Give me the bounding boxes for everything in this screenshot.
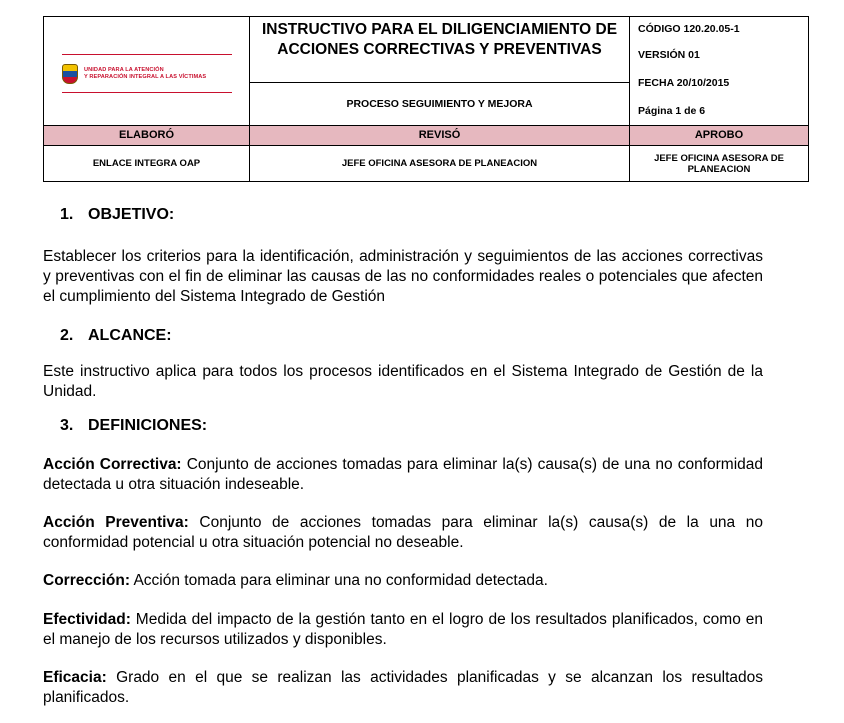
section-title: OBJETIVO: [88, 206, 175, 223]
definition-term: Acción Correctiva: [43, 456, 182, 473]
document-version: VERSIÓN 01 [638, 49, 700, 61]
value-aprobo: JEFE OFICINA ASESORA DE PLANEACION [654, 152, 784, 175]
document-title: INSTRUCTIVO PARA EL DILIGENCIAMIENTO DE ACCIONES CORRECTIVAS Y PREVENTIVAS [250, 17, 630, 83]
definition-text: Conjunto de acciones tomadas para eliminar la(s) causa(s) de una no conformidad detectada u otra situación indeseable. [43, 456, 763, 493]
section-number: 2. [60, 327, 74, 344]
definition-text: Conjunto de acciones tomadas para eliminar la(s) causa(s) de la una no conformidad potencial u otra situación potencial no deseable. [43, 514, 763, 551]
document-header-table [43, 16, 809, 182]
definition-eficacia [43, 668, 763, 708]
logo-text [84, 67, 206, 81]
logo-text-line2: Y REPARACIÓN INTEGRAL A LAS VÍCTIMAS [84, 74, 207, 80]
section-title: DEFINICIONES: [88, 417, 208, 434]
unidad-victimas-logo [62, 62, 252, 86]
logo-cell [44, 17, 250, 125]
document-date: FECHA 20/10/2015 [638, 77, 730, 89]
logo-rule-bottom [62, 92, 232, 93]
definition-accion-correctiva [43, 455, 763, 495]
alcance-text: Este instructivo aplica para todos los procesos identificados en el Sistema Integrado de Gestión de la Unidad. [43, 363, 763, 400]
definition-term: Corrección: [43, 572, 130, 589]
approval-values-row [44, 146, 808, 181]
label-aprobo: APROBO [694, 129, 744, 141]
value-elaboro: ENLACE INTEGRA OAP [44, 146, 250, 181]
document-meta [630, 17, 808, 125]
section-heading-definiciones [60, 417, 207, 435]
logo-text-line1: UNIDAD PARA LA ATENCIÓN [84, 67, 164, 73]
definition-term: Acción Preventiva: [43, 514, 189, 531]
coat-of-arms-icon [62, 64, 78, 84]
definition-text: Acción tomada para eliminar una no conformidad detectada. [130, 572, 548, 589]
section-heading-objetivo [60, 206, 174, 224]
logo-rule-top [62, 54, 232, 55]
section-title: ALCANCE: [88, 327, 172, 344]
approval-labels-row [44, 125, 808, 146]
label-elaboro: ELABORÓ [44, 126, 250, 145]
process-name: PROCESO SEGUIMIENTO Y MEJORA [250, 83, 630, 125]
section-number: 3. [60, 417, 74, 434]
document-code: CÓDIGO 120.20.05-1 [638, 23, 740, 35]
label-reviso: REVISÓ [250, 126, 630, 145]
definition-efectividad [43, 610, 763, 650]
value-reviso: JEFE OFICINA ASESORA DE PLANEACION [250, 146, 630, 181]
definition-term: Efectividad: [43, 611, 131, 628]
section-heading-alcance [60, 327, 172, 345]
definition-text: Grado en el que se realizan las actividades planificadas y se alcanzan los resultados planificados. [43, 669, 763, 706]
definition-term: Eficacia: [43, 669, 107, 686]
page-number: Página 1 de 6 [638, 105, 706, 117]
objetivo-text: Establecer los criterios para la identificación, administración y seguimientos de las acciones correctivas y preventivas con el fin de eliminar las causas de las no conformidades reales o potenciales que afecten el cumplimiento del Sistema Integrado de Gestión [43, 248, 763, 305]
definition-accion-preventiva [43, 513, 763, 553]
section-number: 1. [60, 206, 74, 223]
definition-correccion [43, 571, 763, 591]
definition-text: Medida del impacto de la gestión tanto en el logro de los resultados planificados, como en el manejo de los recursos utilizados y disponibles. [43, 611, 763, 648]
